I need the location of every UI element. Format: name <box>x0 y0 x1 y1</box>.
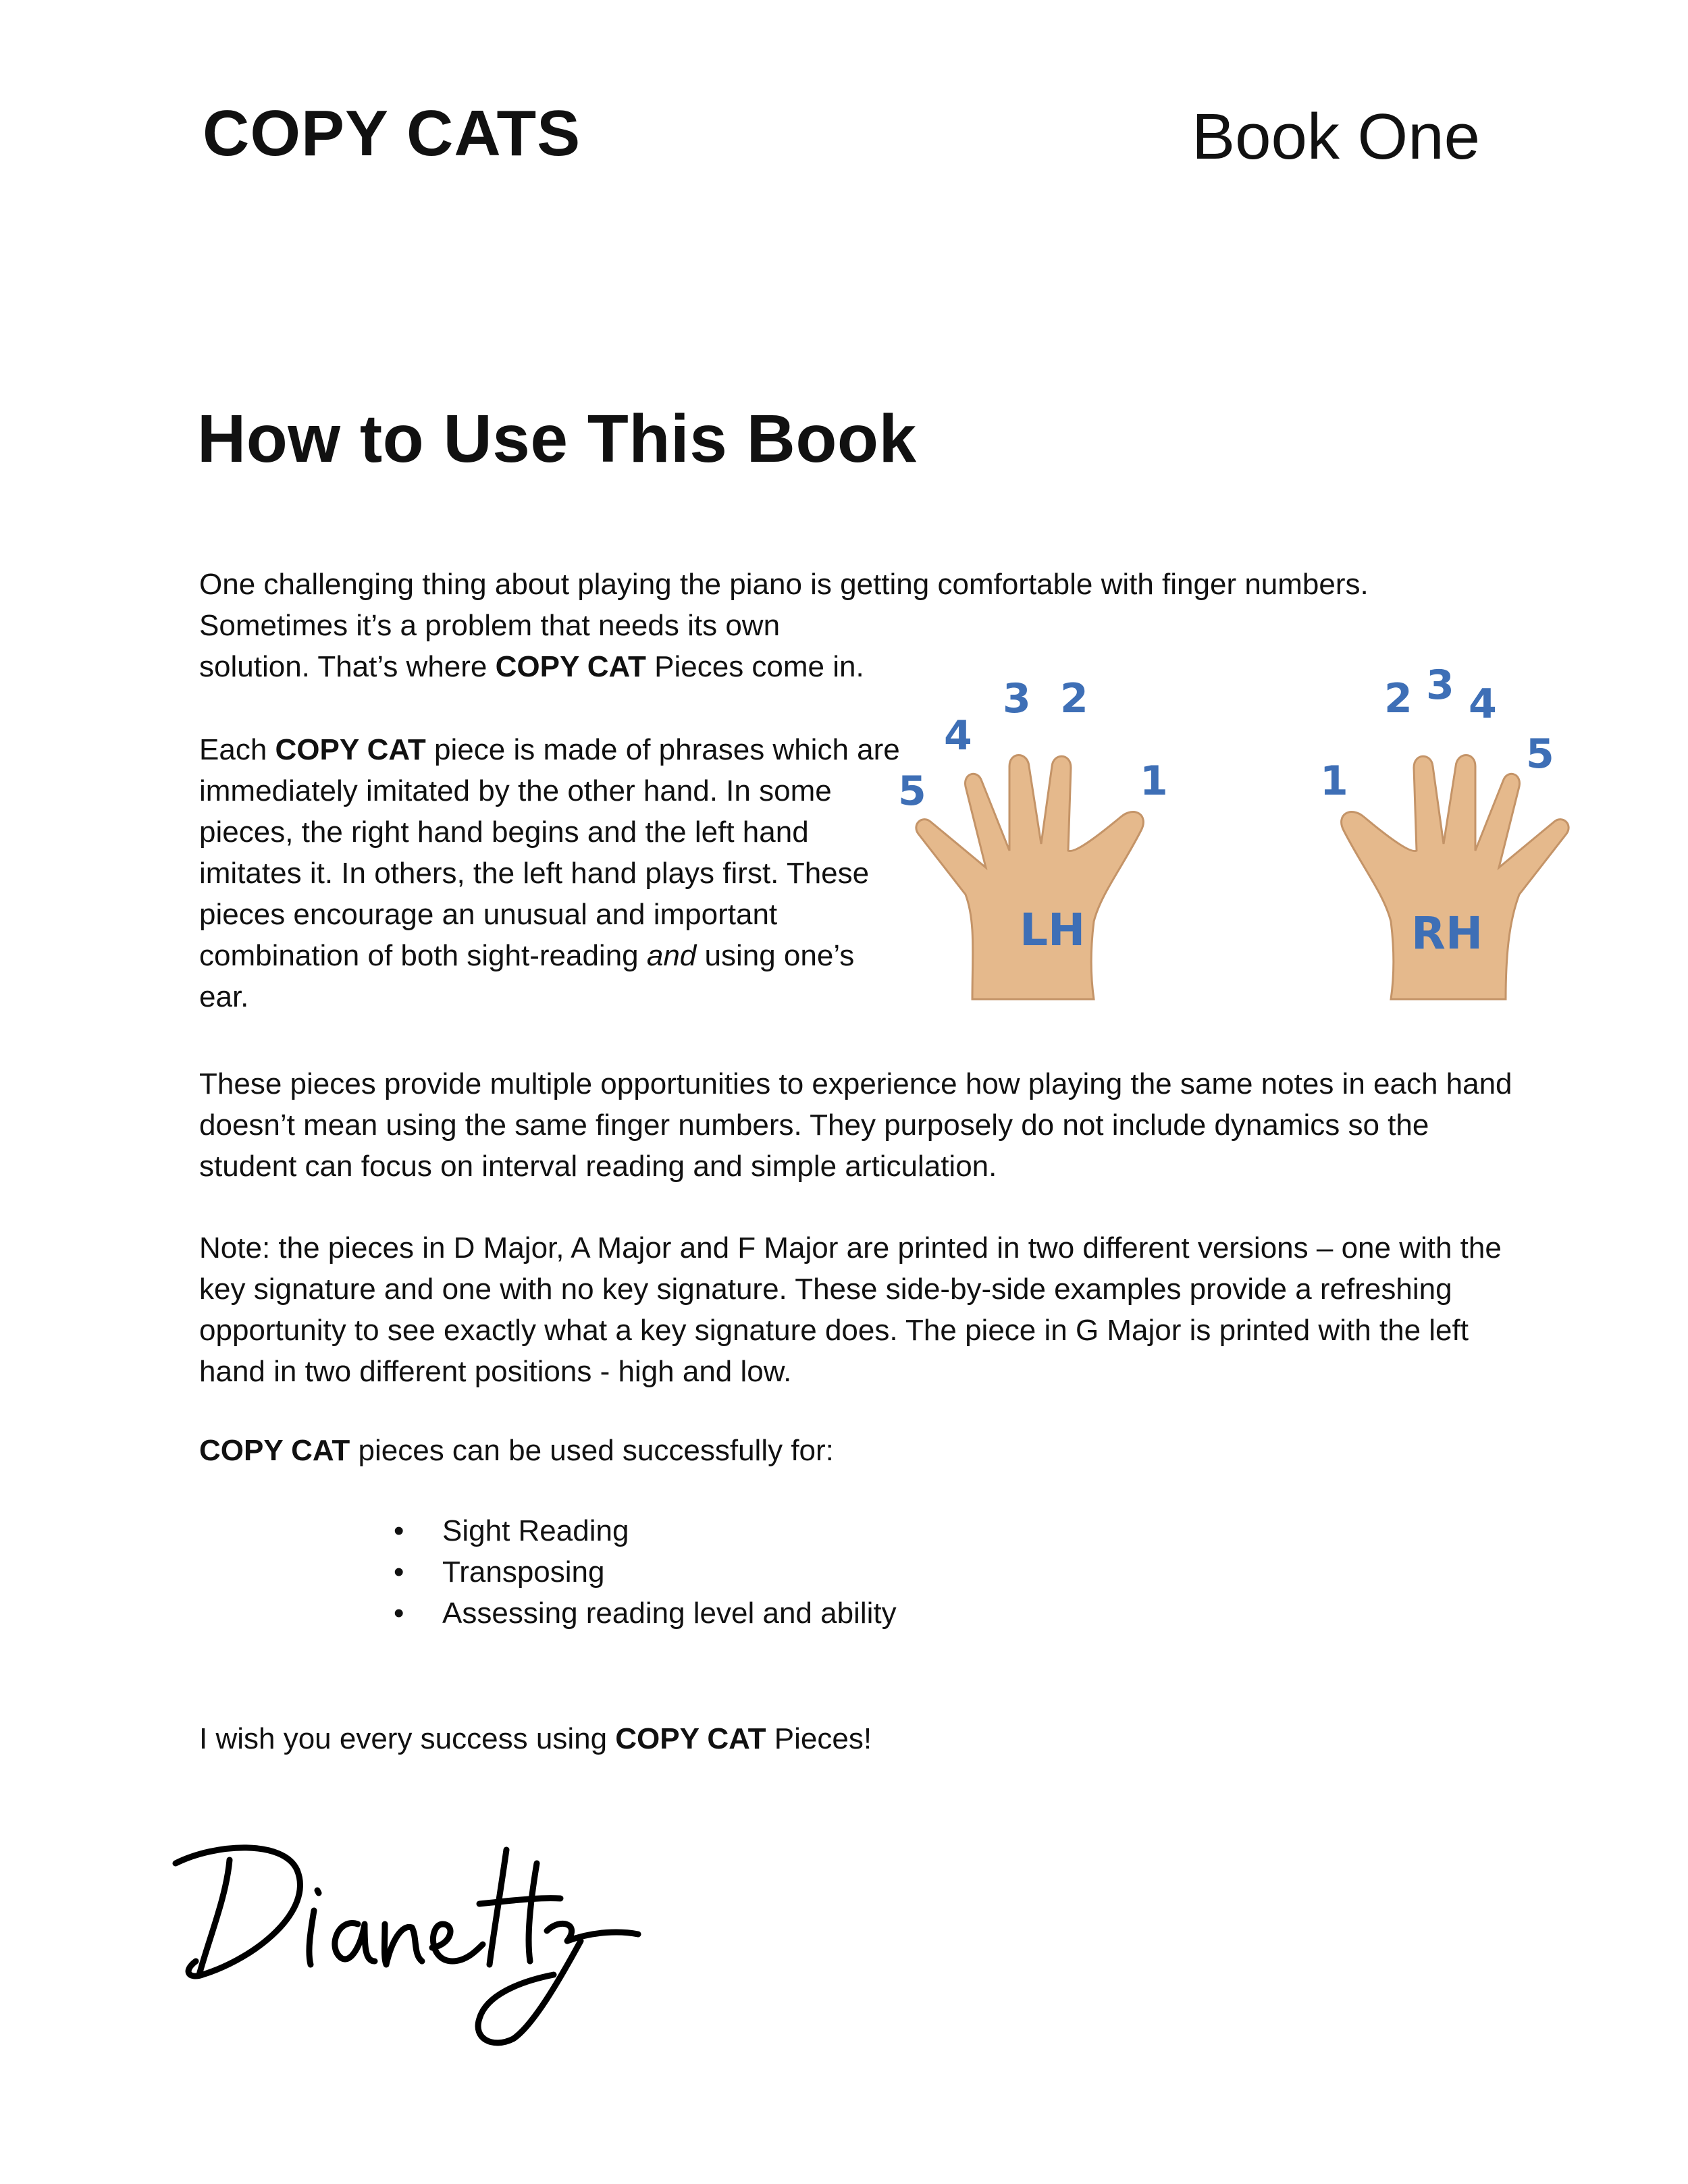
list-item <box>388 1551 897 1593</box>
list-item-text: Transposing <box>442 1555 605 1589</box>
left-hand <box>898 675 1168 999</box>
left-finger-4: 4 <box>944 712 972 760</box>
imitation-italic: and <box>646 939 697 972</box>
hands-illustration <box>898 665 1587 1003</box>
left-hand-label: LH <box>1020 904 1086 956</box>
intro-line-3-pre: solution. That’s where <box>199 650 496 683</box>
imitation-post: piece is made of phrases which are immediately imitated by the other hand. In some pieces, the right hand begins and the left hand imitates it. In others, the left hand plays first. These pieces encourage an unusual and important combination of both sight-reading <box>199 733 900 972</box>
left-finger-5: 5 <box>898 768 926 815</box>
closing-line <box>199 1718 1523 1759</box>
intro-line-3-bold: COPY CAT <box>495 650 646 683</box>
right-finger-3: 3 <box>1426 665 1454 709</box>
header-book-title: Book One <box>1192 101 1480 173</box>
uses-list <box>388 1510 897 1634</box>
list-item-text: Assessing reading level and ability <box>442 1597 897 1630</box>
left-hand-shape <box>916 755 1144 1000</box>
left-finger-3: 3 <box>1003 675 1031 722</box>
list-item-text: Sight Reading <box>442 1514 629 1547</box>
imitation-end: using one’s ear. <box>199 939 855 1013</box>
bullet-icon: • <box>394 1597 404 1630</box>
imitation-bold: COPY CAT <box>275 733 426 766</box>
uses-intro <box>199 1430 1523 1471</box>
intro-line-3-post: Pieces come in. <box>645 650 864 683</box>
finger-numbers-paragraph: These pieces provide multiple opportunities to experience how playing the same notes in each hand doesn’t mean using the same finger numbers. They purposely do not include dynamics so the student can focus on interval reading and simple articulation. <box>199 1067 1512 1183</box>
intro-line-1: One challenging thing about playing the piano is getting comfortable with finger numbers. <box>199 568 1369 601</box>
list-item <box>388 1510 897 1551</box>
signature <box>162 1823 648 2052</box>
closing-bold: COPY CAT <box>615 1722 766 1755</box>
closing-pre: I wish you every success using <box>199 1722 616 1755</box>
right-finger-1: 1 <box>1320 757 1348 805</box>
page-title: How to Use This Book <box>197 401 917 477</box>
key-signature-note: Note: the pieces in D Major, A Major and F Major are printed in two different versions – one with the key signature and one with no key signature. These side-by-side examples provide a refreshing opportunity to see exactly what a key signature does. The piece in G Major is printed with the left hand in two different positions - high and low. <box>199 1231 1502 1388</box>
uses-intro-post: pieces can be used successfully for: <box>350 1434 834 1467</box>
bullet-icon: • <box>394 1555 404 1589</box>
right-hand-label: RH <box>1411 907 1483 959</box>
right-finger-5: 5 <box>1526 730 1554 778</box>
imitation-paragraph <box>199 729 908 1017</box>
right-hand <box>1320 665 1568 999</box>
bullet-icon: • <box>394 1514 404 1547</box>
right-finger-2: 2 <box>1384 675 1413 722</box>
uses-intro-bold: COPY CAT <box>199 1434 350 1467</box>
imitation-pre: Each <box>199 733 275 766</box>
left-finger-1: 1 <box>1140 757 1168 805</box>
list-item <box>388 1593 897 1634</box>
left-finger-2: 2 <box>1060 675 1088 722</box>
right-hand-shape <box>1342 755 1569 1000</box>
right-finger-4: 4 <box>1469 681 1497 728</box>
intro-line-2: Sometimes it’s a problem that needs its own <box>199 609 781 642</box>
header-brand: COPY CATS <box>203 97 581 169</box>
closing-post: Pieces! <box>766 1722 872 1755</box>
